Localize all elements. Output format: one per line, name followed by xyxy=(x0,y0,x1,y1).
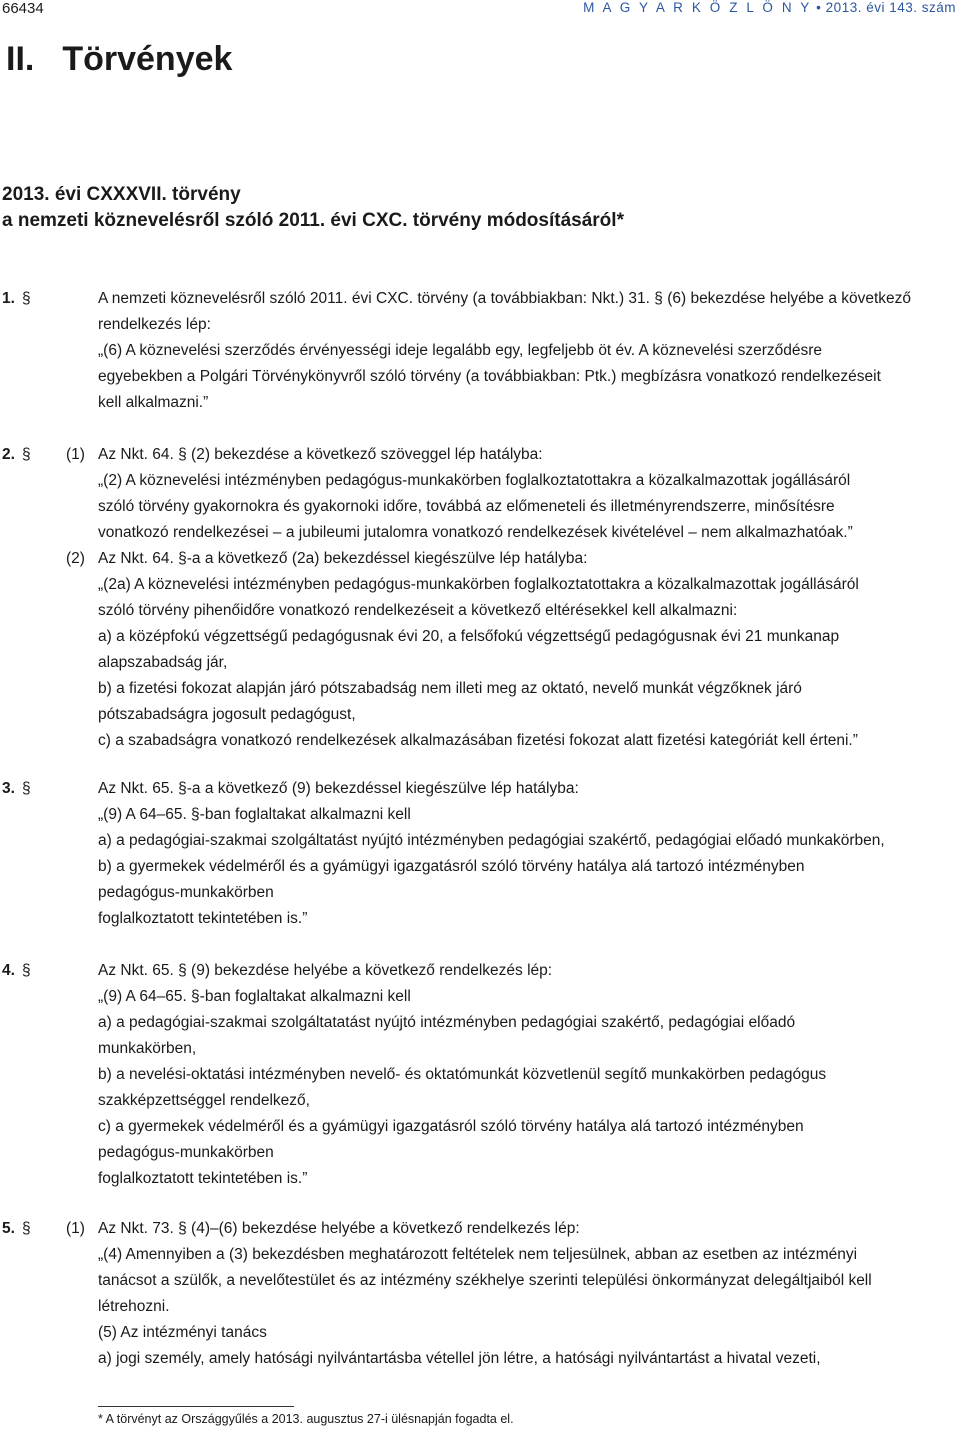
text-line: foglalkoztatott tekintetében is.” xyxy=(98,910,308,927)
law-title-line2: a nemzeti köznevelésről szóló 2011. évi CXC. törvény módosításáról* xyxy=(2,210,624,231)
section-sign: § xyxy=(22,1220,31,1237)
text-line: „(2a) A köznevelési intézményben pedagógus-munkakörben foglalkoztatottakra a közalkalmazottak jogállásáról xyxy=(98,576,859,593)
journal-name: M A G Y A R K Ö Z L Ö N Y xyxy=(583,0,812,15)
subsection-number: (1) xyxy=(66,446,85,463)
text-line: Az Nkt. 73. § (4)–(6) bekezdése helyébe a következő rendelkezés lép: xyxy=(98,1220,580,1237)
text-line: „(2) A köznevelési intézményben pedagógus-munkakörben foglalkoztatottakra a közalkalmazottak jogállásáról xyxy=(98,472,851,489)
text-line: a) jogi személy, amely hatósági nyilvántartásba vétellel jön létre, a hatósági nyilvántartást a hivatal vezeti, xyxy=(98,1350,821,1367)
running-head xyxy=(583,0,956,15)
text-line: c) a szabadságra vonatkozó rendelkezések alkalmazásában fizetési fokozat alatt fizetési kategóriát kell érteni.” xyxy=(98,732,858,749)
text-line: pedagógus-munkakörben xyxy=(98,1144,274,1161)
text-line: Az Nkt. 65. §-a a következő (9) bekezdéssel kiegészülve lép hatályba: xyxy=(98,780,579,797)
text-line: b) a fizetési fokozat alapján járó pótszabadság nem illeti meg az oktató, nevelő munkát végzőknek járó xyxy=(98,680,802,697)
text-line: szóló törvény pihenőidőre vonatkozó rendelkezéseit a következő eltérésekkel kell alkalmazni: xyxy=(98,602,738,619)
text-line: vonatkozó rendelkezései – a jubileumi jutalomra vonatkozó rendelkezések kivételével – nem alkalmazhatóak.” xyxy=(98,524,853,541)
section-sign: § xyxy=(22,290,31,307)
section-sign: § xyxy=(22,962,31,979)
text-line: a) a pedagógiai-szakmai szolgáltatatást nyújtó intézményben pedagógiai szakértő, pedagógiai előadó xyxy=(98,1014,796,1031)
text-line: „(6) A köznevelési szerződés érvényességi ideje legalább egy, legfeljebb öt év. A köznevelési szerződésre xyxy=(98,342,823,359)
text-line: pótszabadságra jogosult pedagógust, xyxy=(98,706,356,723)
law-title-line1: 2013. évi CXXXVII. törvény xyxy=(2,184,241,205)
text-line: „(9) A 64–65. §-ban foglaltakat alkalmazni kell xyxy=(98,806,411,823)
chapter-numeral: II. xyxy=(6,40,35,78)
bullet: • xyxy=(816,0,822,15)
footnote-rule xyxy=(98,1406,294,1407)
section-number: 1. xyxy=(2,290,15,307)
issue-number: 2013. évi 143. szám xyxy=(825,0,956,15)
text-line: a) a pedagógiai-szakmai szolgáltatást nyújtó intézményben pedagógiai szakértő, pedagógiai előadó munkakörben, xyxy=(98,832,885,849)
section-sign: § xyxy=(22,446,31,463)
text-line: létrehozni. xyxy=(98,1298,170,1315)
text-line: Az Nkt. 65. § (9) bekezdése helyébe a következő rendelkezés lép: xyxy=(98,962,553,979)
text-line: foglalkoztatott tekintetében is.” xyxy=(98,1170,308,1187)
text-line: b) a nevelési-oktatási intézményben nevelő- és oktatómunkát közvetlenül segítő munkakörben pedagógus xyxy=(98,1066,827,1083)
law-title xyxy=(2,182,624,234)
chapter-title: Törvények xyxy=(62,40,233,78)
section-sign: § xyxy=(22,780,31,797)
text-line: „(9) A 64–65. §-ban foglaltakat alkalmazni kell xyxy=(98,988,411,1005)
text-line: alapszabadság jár, xyxy=(98,654,228,671)
page-number: 66434 xyxy=(2,0,44,17)
text-line: „(4) Amennyiben a (3) bekezdésben meghatározott feltételek nem teljesülnek, abban az esetben az intézményi xyxy=(98,1246,858,1263)
text-line: Az Nkt. 64. §-a a következő (2a) bekezdéssel kiegészülve lép hatályba: xyxy=(98,550,588,567)
text-line: tanácsot a szülők, a nevelőtestület és az intézmény székhelye szerinti települési önkormányzat delegáltjaiból kell xyxy=(98,1272,872,1289)
text-line: a) a középfokú végzettségű pedagógusnak évi 20, a felsőfokú végzettségű pedagógusnak évi 21 munkanap xyxy=(98,628,840,645)
subsection-number: (1) xyxy=(66,1220,85,1237)
section-number: 4. xyxy=(2,962,15,979)
text-line: rendelkezés lép: xyxy=(98,316,211,333)
text-line: (5) Az intézményi tanács xyxy=(98,1324,267,1341)
section-number: 5. xyxy=(2,1220,15,1237)
text-line: pedagógus-munkakörben xyxy=(98,884,274,901)
text-line: szakképzettséggel rendelkező, xyxy=(98,1092,310,1109)
section-number: 2. xyxy=(2,446,15,463)
text-line: munkakörben, xyxy=(98,1040,197,1057)
text-line: kell alkalmazni.” xyxy=(98,394,209,411)
subsection-number: (2) xyxy=(66,550,85,567)
text-line: A nemzeti köznevelésről szóló 2011. évi CXC. törvény (a továbbiakban: Nkt.) 31. § (6) bekezdése helyébe a következő xyxy=(98,290,912,307)
text-line: szóló törvény gyakornokra és gyakornoki időre, továbbá az előmeneteli és illetményrendszerre, minősítésre xyxy=(98,498,835,515)
section-number: 3. xyxy=(2,780,15,797)
text-line: Az Nkt. 64. § (2) bekezdése a következő szöveggel lép hatályba: xyxy=(98,446,543,463)
footnote: * A törvényt az Országgyűlés a 2013. augusztus 27-i ülésnapján fogadta el. xyxy=(98,1412,514,1426)
text-line: b) a gyermekek védelméről és a gyámügyi igazgatásról szóló törvény hatálya alá tartozó intézményben xyxy=(98,858,805,875)
text-line: c) a gyermekek védelméről és a gyámügyi igazgatásról szóló törvény hatálya alá tartozó intézményben xyxy=(98,1118,804,1135)
text-line: egyebekben a Polgári Törvénykönyvről szóló törvény (a továbbiakban: Ptk.) megbízásra vonatkozó rendelkezéseit xyxy=(98,368,881,385)
chapter-heading xyxy=(6,40,232,79)
